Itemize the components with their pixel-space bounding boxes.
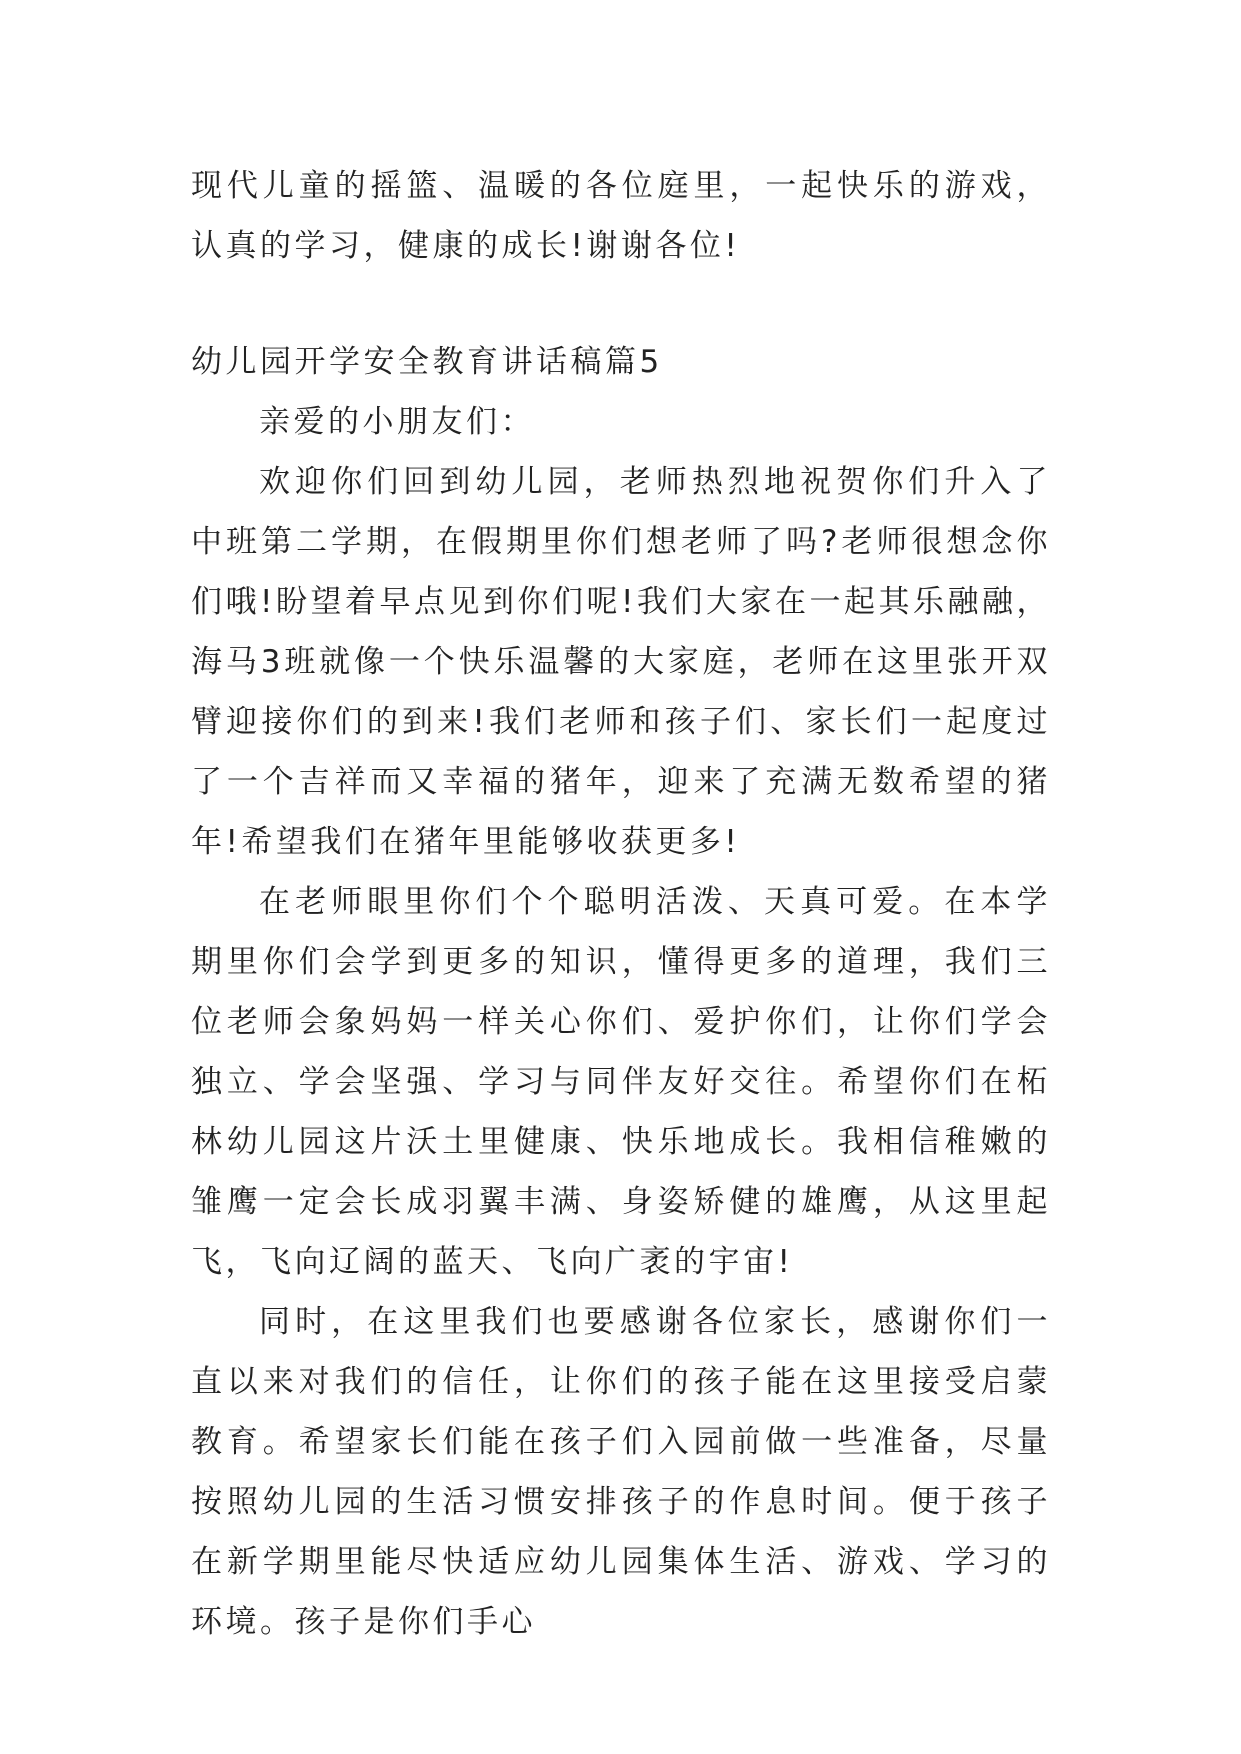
- continuation-block: [191, 156, 1051, 276]
- paragraph-welcome: 欢迎你们回到幼儿园，老师热烈地祝贺你们升入了中班第二学期，在假期里你们想老师了吗?老师很想念你们哦!盼望着早点见到你们呢!我们大家在一起其乐融融，海马3班就像一个快乐温馨的大家庭，老师在这里张开双臂迎接你们的到来!我们老师和孩子们、家长们一起度过了一个吉祥而又幸福的猪年，迎来了充满无数希望的猪年!希望我们在猪年里能够收获更多!: [191, 464, 1051, 860]
- continuation-paragraph: 现代儿童的摇篮、温暖的各位庭里，一起快乐的游戏，认真的学习，健康的成长!谢谢各位!: [191, 168, 1051, 264]
- body-text-block: [191, 392, 1051, 1652]
- salutation: 亲爱的小朋友们：: [259, 404, 535, 440]
- paragraph-thanks-parents: 同时，在这里我们也要感谢各位家长，感谢你们一直以来对我们的信任，让你们的孩子能在这里接受启蒙教育。希望家长们能在孩子们入园前做一些准备，尽量按照幼儿园的生活习惯安排孩子的作息时间。便于孩子在新学期里能尽快适应幼儿园集体生活、游戏、学习的环境。孩子是你们手心: [191, 1304, 1051, 1640]
- section-title: 幼儿园开学安全教育讲话稿篇5: [191, 344, 663, 380]
- paragraph-teacher-eyes: 在老师眼里你们个个聪明活泼、天真可爱。在本学期里你们会学到更多的知识，懂得更多的道理，我们三位老师会象妈妈一样关心你们、爱护你们，让你们学会独立、学会坚强、学习与同伴友好交往。希望你们在柘林幼儿园这片沃土里健康、快乐地成长。我相信稚嫩的雏鹰一定会长成羽翼丰满、身姿矫健的雄鹰，从这里起飞，飞向辽阔的蓝天、飞向广袤的宇宙!: [191, 884, 1051, 1280]
- section-heading-block: [191, 332, 1051, 392]
